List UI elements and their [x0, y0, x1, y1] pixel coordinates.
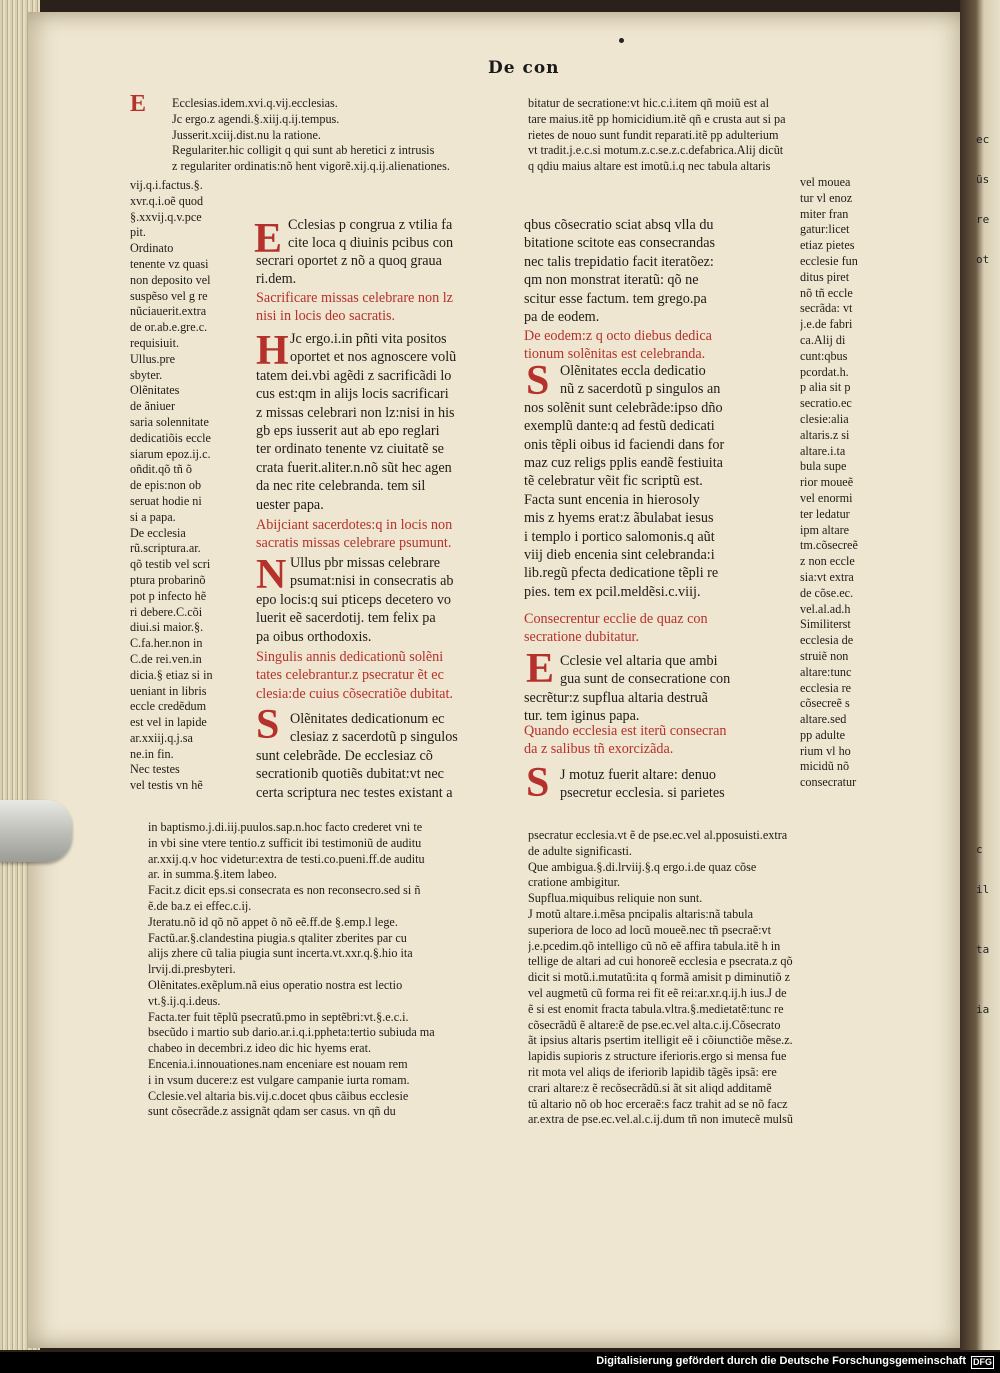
main-col1-block3: Ullus pbr missas celebrare psumat:nisi in consecratis ab epo locis:q sui pticeps decetero vo luerit eẽ sacerdotij. tem felix pa pa oibus orthodoxis. [256, 555, 454, 645]
initial-E2: E [526, 646, 555, 692]
main-col1-block2: Jc ergo.i.in pñti vita positos oportet et nos agnoscere volũ tatem dei.vbi agẽdi z sacrificãdi lo cus est:qm in alijs locis sacrificari z missas celebrari non lz:nisi in his gb eps iusserit aut ab epo reglari ter ordinato tenente vz ciuitatẽ se crata fuerit.aliter.n.nõ sũt hec agen da nec rite celebranda. tem sil uester papa. [256, 331, 457, 513]
rubric-6: Quando ecclesia est iterũ consecran da z salibus tñ exorcizãda. [524, 723, 727, 758]
facing-page-edge: ec ũs re ot c il ta ia [960, 0, 1000, 1350]
initial-N: N [256, 552, 287, 598]
rubric-4: De eodem:z q octo diebus dedica tionum solẽnitas est celebranda. [524, 328, 712, 363]
funding-credit: Digitalisierung gefördert durch die Deutsche Forschungsgemeinschaft [596, 1355, 966, 1367]
main-col2-block4: J motuz fuerit altare: denuo psecretur ecclesia. si parietes [560, 767, 725, 802]
initial-H: H [256, 328, 289, 374]
right-gloss-column: vel mouea tur vl enoz miter fran gatur:licet etiaz pietes ecclesie fun ditus piret nõ tñ eccle secrãda: vt j.e.de fabri ca.Alij di cunt:qbus pcordat.h. p alia sit p secratio.ec clesie:alia altaris.z si altare.i.ta bula supe rior moueẽ vel enormi ter ledatur ipm altare tm.cõsecreẽ z non eccle sia:vt extra de cõse.ec. vel.al.ad.h Similiterst ecclesia de struiẽ non altare:tunc ecclesia re cõsecreẽ s altare.sed pp adulte rium vl ho micidũ nõ consecratur [800, 175, 858, 790]
main-col2-block1: qbus cõsecratio sciat absq vlla du bitatione scitote eas consecrandas nec talis trepidatio facit iteratõez: qm non monstrat iteratũ: qõ ne scitur esse factum. tem grego.pa pa de eodem. [524, 217, 716, 326]
gloss-initial: E [130, 91, 147, 117]
rubric-5: Consecrentur ecclie de quaz con secratione dubitatur. [524, 611, 708, 646]
initial-S3: S [526, 760, 550, 806]
bottom-right-gloss: psecratur ecclesia.vt ẽ de pse.ec.vel al.pposuisti.extra de adulte significasti. Que ambigua.§.di.lrviij.§.q ergo.i.de quaz cõse cratione ambigitur. Supflua.miquibus reliquie non sunt. J motũ altare.i.mẽsa pncipalis altaris:nã tabula superiora de loco ad locũ moueẽ.nec tñ psecraẽ:vt j.e.pcedim.qõ intelligo cũ nõ eẽ affira tabula.itẽ h in tellige de altari ad cui honoreẽ ecclesia e psecrata.z qõ dicit si motũ.i.mutatũ:ita q formã amisit p diminutiõ z vel augmetũ cũ forma rei fit eẽ rei:ar.xr.q.ij.h ius.J de ẽ si est enomit fracta tabula.vltra.§.medietatẽ:tunc re cõsecrãdũ ẽ altare:ẽ de pse.ec.vel alta.c.ij.Cõsecrato ãt ipsius altaris psertim itelligit eẽ i cõiunctiõe mẽse.z. lapidis supioris z structure iferioris.ergo si mensa fue rit mota vel aliqs de iferiorib lapidib tãgẽs ipsã: ere crari altare:z ẽ recõsecrãdũ.si ãt sit aliqd additamẽ tũ altario nõ ob hoc erceraẽ:s facz trahit ad se nõ facz ar.extra de pse.ec.vel.al.c.ij.dum tñ non imutecẽ mulsũ [528, 828, 793, 1127]
dfg-logo: DFG [973, 1357, 992, 1367]
ink-dot [619, 38, 624, 43]
top-right-gloss: bitatur de secratione:vt hic.c.i.item qñ moiũ est al tare maius.itẽ pp homicidium.itẽ qñ e crusta aut si pa rietes de nouo sunt fundit reparati.itẽ pp adulterium vt tradit.j.e.c.si motum.z.c.se.z.c.defabrica.Alij dicũt q qdiu maius altare est imotũ.i.q nec tabula altaris [528, 96, 786, 174]
rubric-3: Singulis annis dedicationũ solẽni tates celebrantur.z psecratur ẽt ec clesia:de cuius cõsecratiõe dubitat. [256, 649, 453, 702]
left-gloss-column: vij.q.i.factus.§. xvr.q.i.oẽ quod §.xxvij.q.v.pce pit. Ordinato tenente vz quasi non deposito vel suspẽso vel g re nũciauerit.extra de or.ab.e.gre.c. requisiuit. Ullus.pre sbyter. Olẽnitates de ãniuer saria solennitate dedicatiõis eccle siarum epoz.ij.c. oñdit.qõ tñ õ de epis:non ob seruat hodie ni si a papa. De ecclesia rũ.scriptura.ar. qõ testib vel scri ptura probarinõ pot p infecto hẽ ri debere.C.cõi diui.si maior.§. C.fa.her.non in C.de rei.ven.in dicia.§ etiaz si in ueniant in libris eccle credẽdum est vel in lapide ar.xxiij.q.j.sa ne.in fin. Nec testes vel testis vn hẽ [130, 178, 213, 793]
footer-bar [0, 1352, 1000, 1373]
bottom-left-gloss: in baptismo.j.di.iij.puulos.sap.n.hoc facto crederet vni te in vbi sine vtere tentio.z sufficit ibi testimoniũ de auditu ar.xxij.q.v hoc videtur:extra de testi.co.pueni.ff.de auditu ar. in summa.§.item labeo. Facit.z dicit eps.si consecrata es non reconsecro.sed si ñ ẽ.de ba.z ei effec.c.ij. Jteratu.nõ id qõ nõ appet õ nõ eẽ.ff.de §.emp.l lege. Factũ.ar.§.clandestina piugia.s qtaliter zberites par cu alijs zhere cũ talia piugia sunt incerta.vt.xxr.q.§.hio ita lrvij.di.presbyteri. Olẽnitates.exẽplum.nã eius operatio nostra est lectio vt.§.ij.q.i.deus. Facta.ter fuit tẽplũ psecratũ.pmo in septẽbri:vt.§.e.c.i. bsecũdo i martio sub dario.ar.i.q.i.ppheta:tertio subiuda ma chabeo in decembri.z ideo dic hic hyems erat. Encenia.i.innouationes.nam enceniare est nouam rem i in vsum ducere:z est vulgare campanie iurta romam. Cclesie.vel altaria bis.vij.c.docet qbus cãibus ecclesie sunt cõsecrãde.z assignãt qdam ser casus. vn qñ du [148, 820, 435, 1119]
main-col1-block1: Cclesias p congrua z vtilia fa cite loca q diuinis pcibus con [288, 217, 454, 252]
initial-S: S [256, 702, 280, 748]
rubric-1: Sacrificare missas celebrare non lz nisi in locis deo sacratis. [256, 290, 453, 325]
initial-E: E [254, 216, 283, 262]
rubric-2: Abijciant sacerdotes:q in locis non sacratis missas celebrare psumunt. [256, 517, 453, 552]
main-col2-block2: Olẽnitates eccla dedicatio nũ z sacerdotũ p singulos an nos solẽnit sunt celebrãde:ipso dño exemplũ dante:q ad festũ dedicati onis tẽpli oibus id faciendi dans for maz cuz religs pplis eandẽ festiuita tẽ celebratur vẽit fic scriptũ est. Facta sunt encenia in hierosoly mis z hyems erat:z ãbulabat iesus i templo i portico salomonis.q aũt viij dieb encenia sint celebranda:i lib.regũ pfecta dedicatione tẽpli re pies. tem ex pcil.meldẽsi.c.viij. [524, 363, 725, 600]
top-left-gloss: Ecclesias.idem.xvi.q.vij.ecclesias. Jc ergo.z agendi.§.xiij.q.ij.tempus. Jusserit.xciij.dist.nu la ratione. Regulariter.hic colligit q qui sunt ab heretici z intrusis z regulariter ordinatis:nõ hent vigorẽ.xij.q.ij.alienationes. [172, 96, 450, 174]
main-col1-block4: Olẽnitates dedicationum ec clesiaz z sacerdotũ p singulos sunt celebrãde. De ecclesiaz cõ secrationib quotiẽs dubitat:vt nec certa scriptura nec testes existant a [256, 711, 458, 801]
main-col1-block1b: secrari oportet z nõ a quoq graua ri.dem. [256, 253, 442, 288]
page-clip [0, 800, 72, 862]
main-col2-block3: Cclesie vel altaria que ambi gua sunt de consecratione con secrẽtur:z supflua altaria destruã tur. tem iginus papa. [524, 653, 731, 725]
initial-S2: S [526, 358, 550, 404]
running-head: De con [488, 58, 560, 78]
